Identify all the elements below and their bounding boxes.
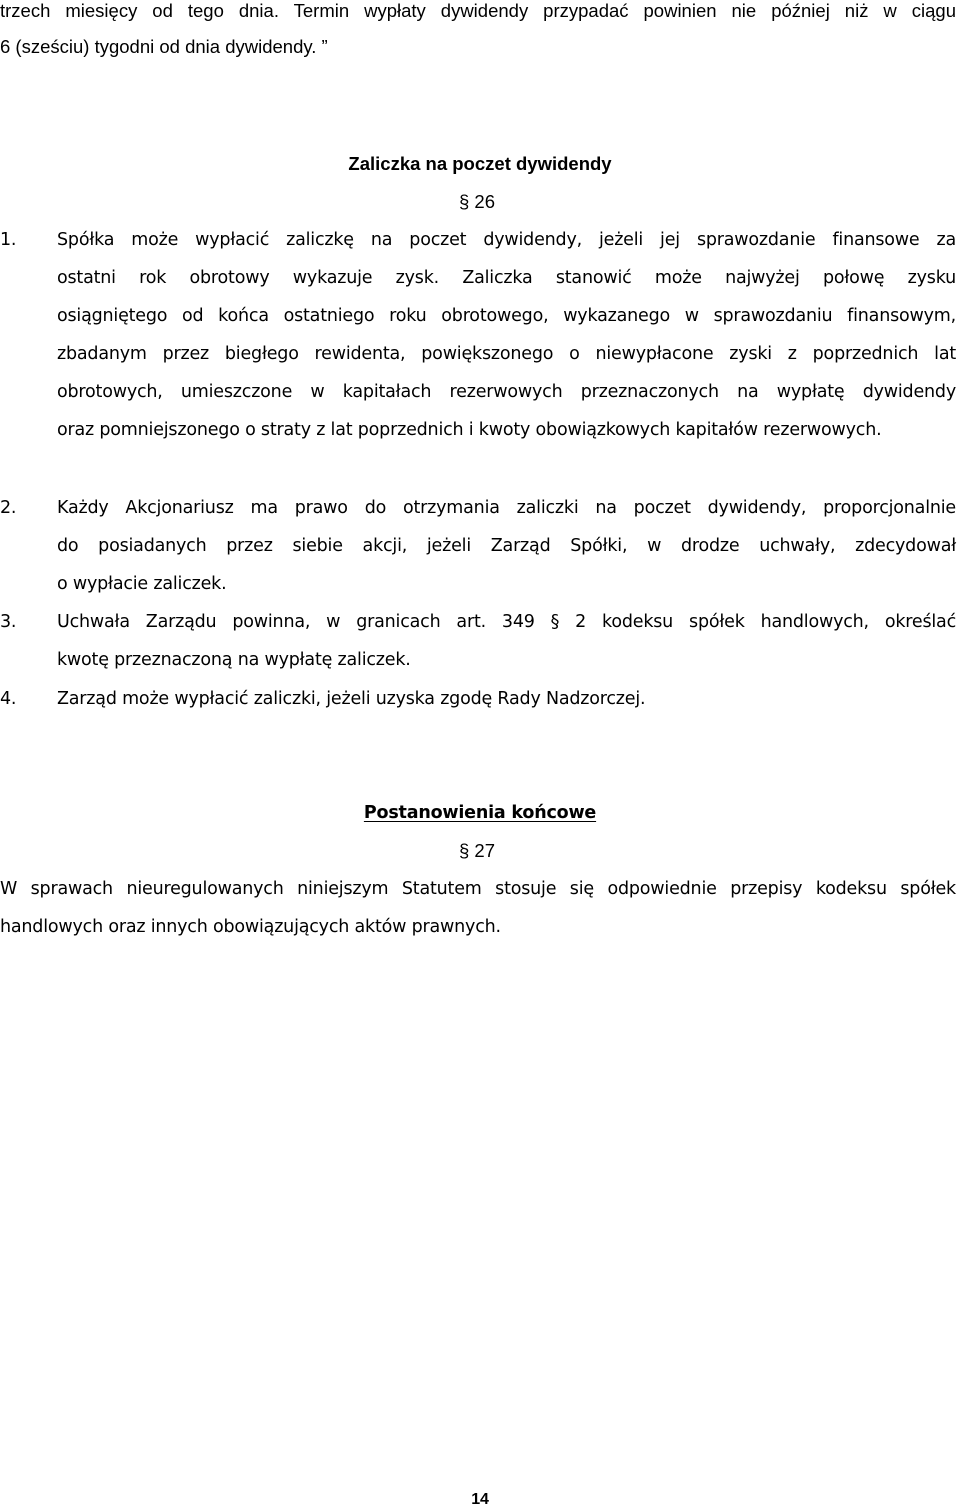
section-27-line-2: handlowych oraz innych obowiązujących aktów prawnych. [0,917,501,937]
item-1-line-2: ostatni rok obrotowy wykazuje zysk. Zaliczka stanowić może najwyżej połowę zysku [57,268,956,288]
item-2-line-3: o wypłacie zaliczek. [57,574,227,594]
section-26-heading: Zaliczka na poczet dywidendy [348,153,612,174]
item-1-line-3: osiągniętego od końca ostatniego roku obrotowego, wykazanego w sprawozdaniu finansowym, [57,306,956,326]
item-4-line-1: Zarząd może wypłacić zaliczki, jeżeli uzyska zgodę Rady Nadzorczej. [57,689,646,709]
section-27-line-1: W sprawach nieuregulowanych niniejszym Statutem stosuje się odpowiednie przepisy kodeksu spółek [0,879,956,899]
item-3-line-2: kwotę przeznaczoną na wypłatę zaliczek. [57,650,411,670]
item-2-line-1: Każdy Akcjonariusz ma prawo do otrzymania zaliczki na poczet dywidendy, proporcjonalnie [57,498,956,518]
item-1-line-1: Spółka może wypłacić zaliczkę na poczet dywidendy, jeżeli jej sprawozdanie finansowe za [57,230,956,250]
intro-line-2: 6 (sześciu) tygodni od dnia dywidendy. ” [0,36,328,57]
item-3-number: 3. [0,612,17,632]
item-3-line-1: Uchwała Zarządu powinna, w granicach art. 349 § 2 kodeksu spółek handlowych, określać [57,612,956,632]
item-2-line-2: do posiadanych przez siebie akcji, jeżeli Zarząd Spółki, w drodze uchwały, zdecydował [57,536,956,556]
item-1-line-6: oraz pomniejszonego o straty z lat poprzednich i kwoty obowiązkowych kapitałów rezerwowych. [57,420,882,440]
page-number: 14 [471,1491,489,1508]
item-1-line-4: zbadanym przez biegłego rewidenta, powiększonego o niewypłacone zyski z poprzednich lat [57,344,956,364]
item-1-line-5: obrotowych, umieszczone w kapitałach rezerwowych przeznaczonych na wypłatę dywidendy [57,382,956,402]
item-2-number: 2. [0,498,17,518]
section-27-number: § 27 [459,840,496,861]
item-1-number: 1. [0,230,17,250]
item-4-number: 4. [0,689,17,709]
section-27-heading: Postanowienia końcowe [363,803,597,823]
intro-line-1: trzech miesięcy od tego dnia. Termin wypłaty dywidendy przypadać powinien nie później niż w ciągu [0,0,956,21]
section-26-number: § 26 [459,191,496,212]
